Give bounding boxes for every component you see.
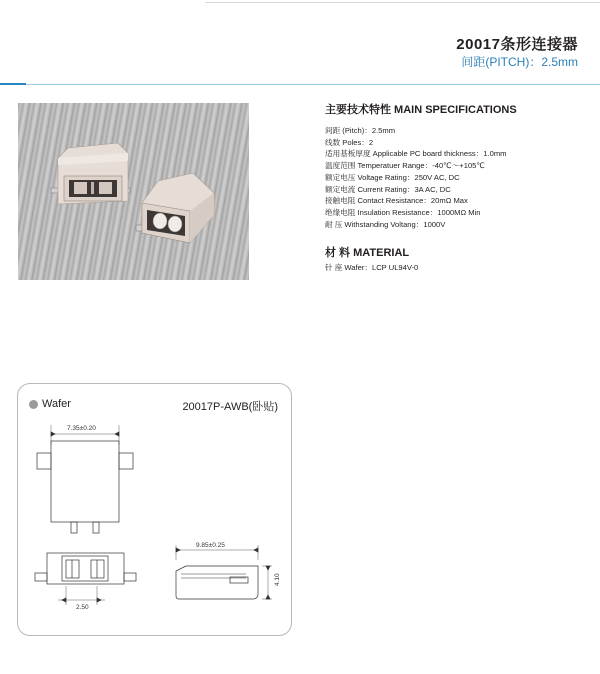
dim-width: 7.35±0.20 [67,425,96,432]
front-view [35,553,136,605]
spec-item: 额定电流 Current Rating：3A AC, DC [325,184,451,194]
part-number: 20017P-AWB(卧贴) [182,401,278,413]
spec-item: 间距 (Pitch)：2.5mm [325,126,396,135]
pitch-subtitle: 间距(PITCH)：2.5mm [461,55,578,69]
material-heading: 材 料 MATERIAL [325,247,410,259]
specifications-heading: 主要技术特性 MAIN SPECIFICATIONS [325,104,517,116]
spec-item: 温度范围 Temperatuer Range：-40℃～+105℃ [325,161,485,171]
dim-height: 4.10 [274,573,281,586]
product-title: 20017条形连接器 [456,36,578,53]
spec-item: 适用基板厚度 Applicable PC board thickness：1.0mm [325,149,507,159]
spec-item: 线数 Poles：2 [325,137,374,147]
dim-pitch: 2.50 [76,604,89,611]
dim-length: 9.85±0.25 [196,542,225,549]
material-text: 针 座 Wafer：LCP UL94V-0 [325,263,419,272]
top-view [37,425,133,533]
spec-item: 额定电压 Voltage Rating：250V AC, DC [325,172,460,182]
spec-item: 耐 压 Withstanding Voltang：1000V [325,219,446,229]
spec-item: 接触电阻 Contact Resistance：20mΩ Max [325,196,468,206]
wafer-label-text: Wafer [42,398,71,410]
spec-item: 绝缘电阻 Insulation Resistance：1000MΩ Min [325,207,481,217]
side-view [176,545,272,599]
